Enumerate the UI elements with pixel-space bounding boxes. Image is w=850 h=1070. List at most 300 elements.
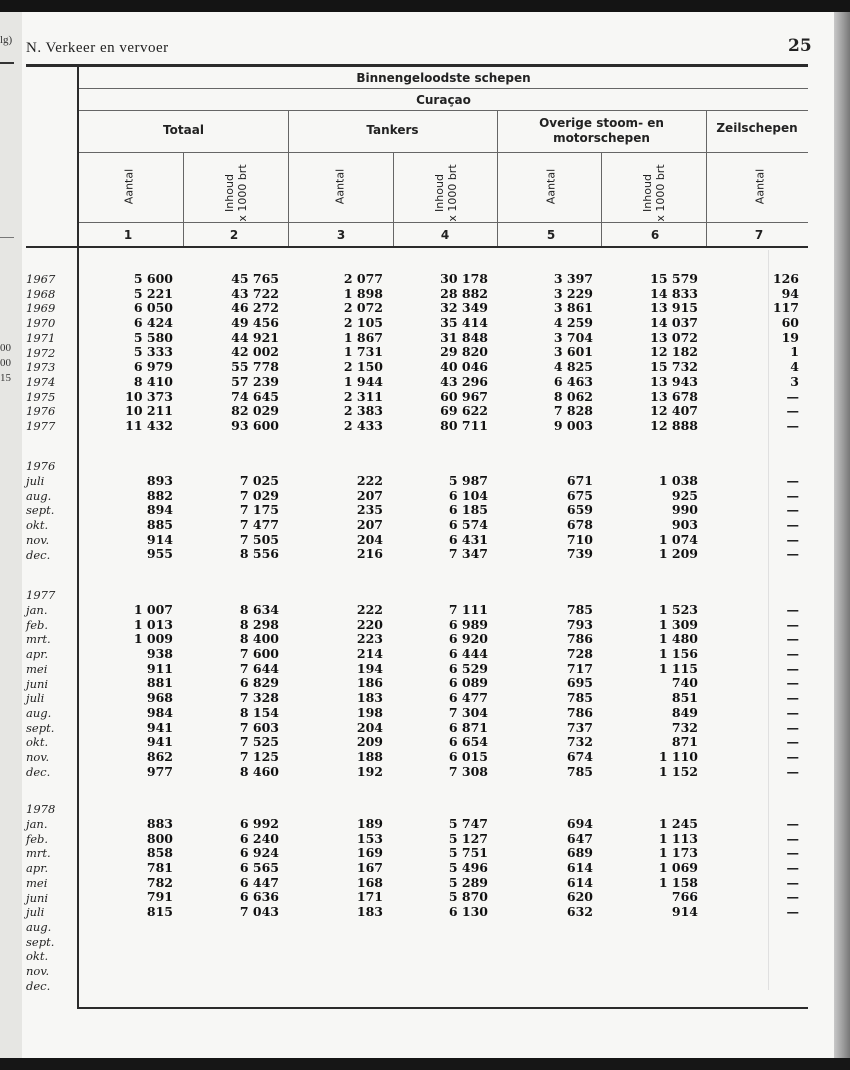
table-cell: 60 967 xyxy=(440,388,488,404)
table-cell: 882 xyxy=(146,487,173,503)
table-cell: 5 221 xyxy=(133,285,173,301)
column-overige-inhoud xyxy=(608,272,698,434)
table-cell: 1 007 xyxy=(133,602,173,617)
table-cell: 800 xyxy=(146,830,173,846)
table-cell: 914 xyxy=(671,904,698,920)
table-cell: 43 296 xyxy=(440,373,488,389)
row-label: okt. xyxy=(26,735,49,750)
sub-divider xyxy=(601,152,602,246)
table-cell: 12 888 xyxy=(650,417,698,433)
subheader-inhoud: Inhoud x 1000 brt xyxy=(223,164,249,222)
table-cell: 46 272 xyxy=(231,300,279,316)
table-cell: 1 113 xyxy=(658,830,698,846)
table-cell: 893 xyxy=(146,473,173,488)
column-zeilschepen-aantal xyxy=(713,817,803,920)
table-cell: 5 333 xyxy=(133,344,173,360)
row-label: 1977 xyxy=(26,419,56,434)
column-totaal-inhoud xyxy=(189,603,279,779)
table-cell: 2 105 xyxy=(343,315,383,331)
table-cell: 2 383 xyxy=(343,403,383,419)
table-cell: 7 304 xyxy=(448,704,488,720)
table-cell: 126 xyxy=(772,271,799,286)
row-label: nov. xyxy=(26,532,50,547)
table-cell: 5 127 xyxy=(448,830,488,846)
table-cell: 851 xyxy=(671,690,698,706)
table-cell: 169 xyxy=(356,845,383,861)
table-cell: 49 456 xyxy=(231,315,279,331)
table-cell: 1 038 xyxy=(658,473,698,488)
table-cell: 8 400 xyxy=(239,631,279,647)
group-overige-line1: Overige stoom- en xyxy=(539,116,664,130)
column-tankers-aantal xyxy=(293,474,383,562)
table-cell: 858 xyxy=(146,845,173,861)
table-cell: — xyxy=(786,473,799,488)
table-cell: 7 477 xyxy=(239,517,279,533)
row-label: aug. xyxy=(26,919,52,934)
column-overige-aantal xyxy=(503,474,593,562)
column-number: 4 xyxy=(440,228,450,242)
subheader-inhoud: Inhoud x 1000 brt xyxy=(433,164,459,222)
table-cell: 911 xyxy=(146,660,173,676)
table-cell: 6 240 xyxy=(239,830,279,846)
table-cell: 1 523 xyxy=(658,602,698,617)
table-cell: 739 xyxy=(566,546,593,562)
table-cell: 6 920 xyxy=(448,631,488,647)
table-cell: — xyxy=(786,816,799,831)
previous-page-edge xyxy=(0,12,23,1058)
book-binding-edge xyxy=(834,12,850,1058)
table-cell: 614 xyxy=(566,860,593,876)
row-label: dec. xyxy=(26,547,51,562)
table-cell: — xyxy=(786,860,799,876)
table-cell: 938 xyxy=(146,646,173,662)
prev-page-fragment: 00 xyxy=(0,357,11,369)
table-cell: 13 915 xyxy=(650,300,698,316)
row-label: nov. xyxy=(26,750,50,765)
column-totaal-aantal xyxy=(83,603,173,779)
table-cell: 189 xyxy=(356,816,383,831)
table-cell: 35 414 xyxy=(440,315,488,331)
table-cell: 1 xyxy=(790,344,799,360)
table-cell: — xyxy=(786,845,799,861)
row-label: juli xyxy=(26,474,45,488)
table-cell: 40 046 xyxy=(440,359,488,375)
table-cell: 7 111 xyxy=(448,602,488,617)
row-label: juni xyxy=(26,890,49,905)
row-label: aug. xyxy=(26,705,52,720)
section-year-heading: 1977 xyxy=(26,588,56,603)
table-cell: 1 069 xyxy=(658,860,698,876)
table-cell: 5 870 xyxy=(448,889,488,905)
table-cell: 1 898 xyxy=(343,285,383,301)
table-cell: — xyxy=(786,403,799,419)
column-zeilschepen-aantal xyxy=(713,474,803,562)
table-cell: 647 xyxy=(566,830,593,846)
table-cell: 153 xyxy=(356,830,383,846)
column-tankers-aantal xyxy=(293,272,383,434)
table-cell: 188 xyxy=(356,748,383,764)
row-label: sept. xyxy=(26,720,55,735)
table-cell: 209 xyxy=(356,734,383,750)
table-cell: 28 882 xyxy=(440,285,488,301)
top-thick-rule xyxy=(26,64,808,67)
table-cell: 1 309 xyxy=(658,616,698,632)
row-label: 1975 xyxy=(26,389,56,404)
table-cell: 728 xyxy=(566,646,593,662)
table-cell: 1 156 xyxy=(658,646,698,662)
table-cell: 925 xyxy=(671,487,698,503)
table-cell: 6 871 xyxy=(448,719,488,735)
header-rule xyxy=(79,88,808,89)
row-label: dec. xyxy=(26,764,51,779)
column-tankers-inhoud xyxy=(398,272,488,434)
table-cell: 671 xyxy=(566,473,593,488)
table-cell: — xyxy=(786,546,799,562)
table-cell: 675 xyxy=(566,487,593,503)
table-cell: 171 xyxy=(356,889,383,905)
table-cell: 695 xyxy=(566,675,593,691)
table-cell: 31 848 xyxy=(440,329,488,345)
table-cell: 7 328 xyxy=(239,690,279,706)
table-cell: 9 003 xyxy=(553,417,593,433)
table-cell: 183 xyxy=(356,690,383,706)
table-cell: 6 565 xyxy=(239,860,279,876)
table-cell: 43 722 xyxy=(231,285,279,301)
group-zeilschepen: Zeilschepen xyxy=(716,121,798,135)
row-label: mei xyxy=(26,661,48,676)
column-tankers-inhoud xyxy=(398,474,488,562)
row-label: juni xyxy=(26,676,49,691)
table-cell: 2 072 xyxy=(343,300,383,316)
table-cell: 7 025 xyxy=(239,473,279,488)
row-label: juli xyxy=(26,691,45,706)
table-cell: — xyxy=(786,388,799,404)
table-cell: 2 433 xyxy=(343,417,383,433)
section-title: N. Verkeer en vervoer xyxy=(26,40,169,56)
column-tankers-inhoud xyxy=(398,817,488,920)
table-cell: 717 xyxy=(566,660,593,676)
table-cell: 782 xyxy=(146,874,173,890)
group-overige-line2: motorschepen xyxy=(553,131,650,145)
row-label: nov. xyxy=(26,964,50,979)
table-cell: 223 xyxy=(356,631,383,647)
table-cell: — xyxy=(786,502,799,518)
table-cell: 881 xyxy=(146,675,173,691)
table-cell: 13 943 xyxy=(650,373,698,389)
table-cell: 737 xyxy=(566,719,593,735)
row-label: 1973 xyxy=(26,360,56,375)
table-cell: 222 xyxy=(356,602,383,617)
table-cell: 45 765 xyxy=(231,271,279,286)
table-cell: 785 xyxy=(566,763,593,779)
column-number: 1 xyxy=(123,228,133,242)
table-cell: 614 xyxy=(566,874,593,890)
prev-page-fragment: 15 xyxy=(0,372,11,384)
table-cell: 785 xyxy=(566,602,593,617)
table-cell: 7 644 xyxy=(239,660,279,676)
table-cell: 216 xyxy=(356,546,383,562)
table-cell: 168 xyxy=(356,874,383,890)
table-cell: 1 009 xyxy=(133,631,173,647)
table-cell: 57 239 xyxy=(231,373,279,389)
row-label: mei xyxy=(26,875,48,890)
table-cell: 781 xyxy=(146,860,173,876)
table-cell: 2 150 xyxy=(343,359,383,375)
table-cell: — xyxy=(786,704,799,720)
table-cell: 69 622 xyxy=(440,403,488,419)
row-labels xyxy=(26,802,86,993)
table-cell: 659 xyxy=(566,502,593,518)
prev-page-rule xyxy=(0,237,14,238)
table-cell: 7 029 xyxy=(239,487,279,503)
table-cell: 6 431 xyxy=(448,531,488,547)
table-cell: 5 600 xyxy=(133,271,173,286)
row-labels xyxy=(26,272,86,434)
table-cell: — xyxy=(786,417,799,433)
table-cell: 93 600 xyxy=(231,417,279,433)
table-cell: 984 xyxy=(146,704,173,720)
table-cell: 1 944 xyxy=(343,373,383,389)
column-totaal-inhoud xyxy=(189,817,279,920)
column-overige-aantal xyxy=(503,603,593,779)
row-label: jan. xyxy=(26,603,48,617)
table-cell: 710 xyxy=(566,531,593,547)
column-number: 2 xyxy=(229,228,239,242)
row-label: 1972 xyxy=(26,345,56,360)
row-label: feb. xyxy=(26,831,49,846)
table-cell: 8 154 xyxy=(239,704,279,720)
table-bottom-rule xyxy=(79,1007,808,1009)
table-cell: 6 015 xyxy=(448,748,488,764)
column-number: 7 xyxy=(754,228,764,242)
section-year-heading: 1976 xyxy=(26,459,56,474)
table-subtitle: Curaçao xyxy=(416,93,471,107)
column-zeilschepen-aantal xyxy=(713,272,803,434)
row-label: mrt. xyxy=(26,632,51,647)
table-cell: 894 xyxy=(146,502,173,518)
table-cell: 8 460 xyxy=(239,763,279,779)
table-cell: 6 654 xyxy=(448,734,488,750)
table-cell: 14 833 xyxy=(650,285,698,301)
table-cell: — xyxy=(786,531,799,547)
column-totaal-aantal xyxy=(83,817,173,920)
table-cell: — xyxy=(786,487,799,503)
table-cell: 6 574 xyxy=(448,517,488,533)
table-cell: 6 130 xyxy=(448,904,488,920)
table-cell: 3 229 xyxy=(553,285,593,301)
group-tankers: Tankers xyxy=(366,123,419,137)
table-cell: 914 xyxy=(146,531,173,547)
table-cell: 5 751 xyxy=(448,845,488,861)
table-cell: 222 xyxy=(356,473,383,488)
row-label: 1970 xyxy=(26,316,56,331)
prev-page-fragment: lg) xyxy=(0,34,13,46)
table-cell: 5 289 xyxy=(448,874,488,890)
table-cell: 5 747 xyxy=(448,816,488,831)
section-year-heading: 1978 xyxy=(26,802,56,817)
table-cell: 167 xyxy=(356,860,383,876)
table-cell: 6 447 xyxy=(239,874,279,890)
table-cell: 632 xyxy=(566,904,593,920)
table-cell: 82 029 xyxy=(231,403,279,419)
table-cell: 786 xyxy=(566,631,593,647)
scan-bottom-border xyxy=(0,1058,850,1070)
table-cell: 689 xyxy=(566,845,593,861)
table-cell: — xyxy=(786,748,799,764)
table-cell: 1 115 xyxy=(658,660,698,676)
table-cell: 694 xyxy=(566,816,593,831)
table-cell: 6 444 xyxy=(448,646,488,662)
row-label: apr. xyxy=(26,861,49,876)
table-cell: 6 424 xyxy=(133,315,173,331)
page-number: 25 xyxy=(788,36,812,56)
table-cell: — xyxy=(786,904,799,920)
row-label: 1974 xyxy=(26,374,56,389)
table-cell: 7 125 xyxy=(239,748,279,764)
table-cell: 2 077 xyxy=(343,271,383,286)
row-label: 1968 xyxy=(26,286,56,301)
table-cell: 32 349 xyxy=(440,300,488,316)
table-cell: 678 xyxy=(566,517,593,533)
table-cell: — xyxy=(786,675,799,691)
table-cell: 8 298 xyxy=(239,616,279,632)
row-label: sept. xyxy=(26,503,55,518)
table-cell: 6 477 xyxy=(448,690,488,706)
table-cell: 192 xyxy=(356,763,383,779)
table-cell: 1 867 xyxy=(343,329,383,345)
table-cell: 1 110 xyxy=(658,748,698,764)
column-overige-aantal xyxy=(503,272,593,434)
table-cell: 15 732 xyxy=(650,359,698,375)
table-cell: 793 xyxy=(566,616,593,632)
row-label: 1969 xyxy=(26,301,56,316)
row-label: juli xyxy=(26,905,45,920)
row-label: 1971 xyxy=(26,330,56,345)
table-cell: 7 043 xyxy=(239,904,279,920)
row-label: okt. xyxy=(26,518,49,533)
table-cell: 29 820 xyxy=(440,344,488,360)
column-number: 3 xyxy=(336,228,346,242)
table-cell: 204 xyxy=(356,719,383,735)
column-totaal-aantal xyxy=(83,474,173,562)
table-cell: 6 104 xyxy=(448,487,488,503)
table-cell: — xyxy=(786,719,799,735)
table-cell: 194 xyxy=(356,660,383,676)
table-cell: — xyxy=(786,830,799,846)
row-label: sept. xyxy=(26,934,55,949)
table-cell: 849 xyxy=(671,704,698,720)
prev-page-fragment: 00 xyxy=(0,342,11,354)
column-number: 5 xyxy=(546,228,556,242)
prev-page-rule xyxy=(0,62,14,64)
table-cell: 11 432 xyxy=(125,417,173,433)
table-cell: 80 711 xyxy=(440,417,488,433)
table-cell: — xyxy=(786,616,799,632)
table-cell: 10 211 xyxy=(125,403,173,419)
table-cell: 6 636 xyxy=(239,889,279,905)
table-cell: 198 xyxy=(356,704,383,720)
table-title: Binnengeloodste schepen xyxy=(356,71,531,85)
table-cell: 785 xyxy=(566,690,593,706)
table-cell: 8 556 xyxy=(239,546,279,562)
subheader-inhoud: Inhoud x 1000 brt xyxy=(641,164,667,222)
table-cell: 8 410 xyxy=(133,373,173,389)
row-label: apr. xyxy=(26,647,49,662)
table-cell: — xyxy=(786,690,799,706)
column-totaal-inhoud xyxy=(189,474,279,562)
table-cell: 3 861 xyxy=(553,300,593,316)
table-cell: 1 480 xyxy=(658,631,698,647)
table-cell: 1 074 xyxy=(658,531,698,547)
table-cell: 204 xyxy=(356,531,383,547)
group-totaal: Totaal xyxy=(163,123,204,137)
subheader-aantal: Aantal xyxy=(333,168,347,205)
row-label: 1967 xyxy=(26,272,56,286)
table-cell: 955 xyxy=(146,546,173,562)
table-cell: 740 xyxy=(671,675,698,691)
row-label: feb. xyxy=(26,617,49,632)
table-cell: 207 xyxy=(356,517,383,533)
table-cell: 74 645 xyxy=(231,388,279,404)
table-cell: 19 xyxy=(781,329,799,345)
table-cell: — xyxy=(786,763,799,779)
table-cell: 7 600 xyxy=(239,646,279,662)
column-totaal-aantal xyxy=(83,272,173,434)
table-cell: 13 678 xyxy=(650,388,698,404)
table-cell: 4 xyxy=(790,359,799,375)
table-cell: 13 072 xyxy=(650,329,698,345)
table-cell: 674 xyxy=(566,748,593,764)
row-label: mrt. xyxy=(26,846,51,861)
table-cell: 214 xyxy=(356,646,383,662)
table-cell: 3 397 xyxy=(553,271,593,286)
row-label: dec. xyxy=(26,978,51,993)
table-cell: 620 xyxy=(566,889,593,905)
table-cell: 1 173 xyxy=(658,845,698,861)
table-cell: 7 347 xyxy=(448,546,488,562)
column-tankers-aantal xyxy=(293,603,383,779)
table-cell: 30 178 xyxy=(440,271,488,286)
table-cell: 7 175 xyxy=(239,502,279,518)
table-cell: 1 152 xyxy=(658,763,698,779)
row-labels xyxy=(26,459,86,562)
table-cell: 990 xyxy=(671,502,698,518)
column-totaal-inhoud xyxy=(189,272,279,434)
table-cell: 6 529 xyxy=(448,660,488,676)
table-cell: 7 525 xyxy=(239,734,279,750)
row-labels xyxy=(26,588,86,779)
table-cell: 1 209 xyxy=(658,546,698,562)
table-cell: 220 xyxy=(356,616,383,632)
table-cell: 7 828 xyxy=(553,403,593,419)
table-cell: 732 xyxy=(566,734,593,750)
row-label: jan. xyxy=(26,817,48,831)
subheader-aantal: Aantal xyxy=(122,168,136,205)
table-cell: — xyxy=(786,734,799,750)
sub-divider xyxy=(183,152,184,246)
table-cell: 786 xyxy=(566,704,593,720)
table-cell: — xyxy=(786,660,799,676)
table-cell: 791 xyxy=(146,889,173,905)
column-overige-inhoud xyxy=(608,817,698,920)
table-cell: 885 xyxy=(146,517,173,533)
table-cell: — xyxy=(786,517,799,533)
table-cell: — xyxy=(786,874,799,890)
table-cell: 7 308 xyxy=(448,763,488,779)
table-cell: 6 185 xyxy=(448,502,488,518)
table-cell: 8 062 xyxy=(553,388,593,404)
table-cell: 766 xyxy=(671,889,698,905)
